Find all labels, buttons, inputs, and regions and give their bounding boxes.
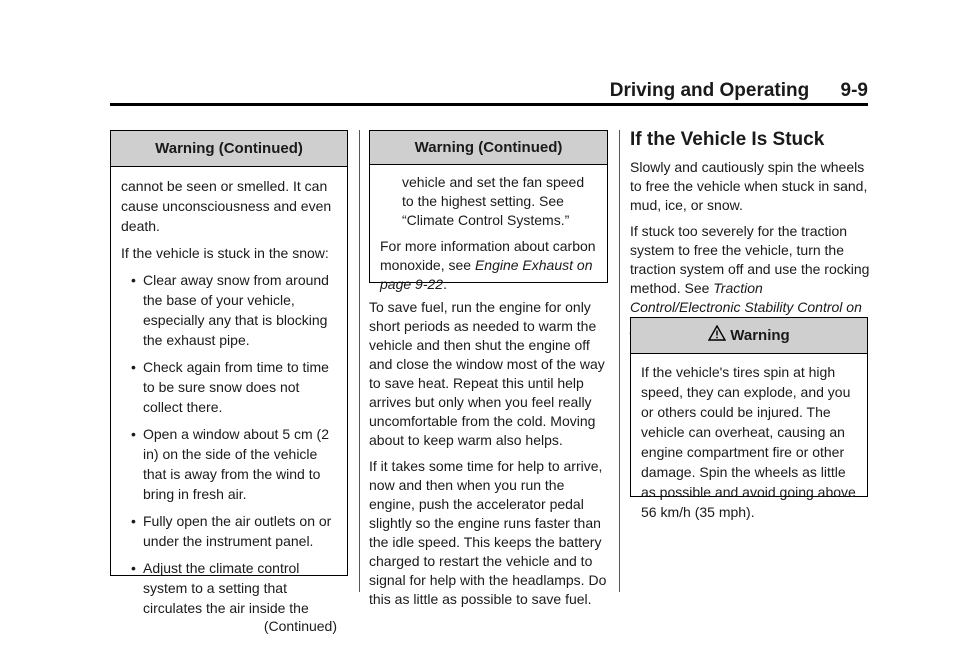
warning-paragraph: For more information about carbon monoxide, see Engine Exhaust on page 9-22. xyxy=(380,238,596,292)
bullet-icon: • xyxy=(131,513,136,529)
section-title: Driving and Operating xyxy=(609,80,810,101)
bullet-item: • Fully open the air outlets on or under the instrument panel. xyxy=(131,513,332,549)
header-rule xyxy=(110,103,868,106)
warning-heading-row xyxy=(631,318,867,354)
warning-box-continued-2 xyxy=(369,130,608,292)
warning-paragraph: vehicle and set the fan speed to the highest setting. See “Climate Control Systems.” xyxy=(402,174,585,228)
warning-body xyxy=(370,165,607,294)
warning-box xyxy=(630,317,868,520)
bullet-icon: • xyxy=(131,560,136,576)
page-header xyxy=(610,80,868,102)
warning-box-continued-1 xyxy=(110,130,348,634)
cross-reference: Engine Exhaust on page 9-22 xyxy=(380,257,593,292)
bullet-icon: • xyxy=(131,426,136,442)
warning-triangle-icon xyxy=(708,325,726,346)
column-2-text xyxy=(369,298,611,616)
page-number: 9-9 xyxy=(840,80,868,101)
cross-reference: Traction Control/Electronic Stability Control on xyxy=(630,280,862,315)
bullet-item: • Check again from time to time to be sure snow does not collect there. xyxy=(131,359,329,415)
continued-label: (Continued) xyxy=(263,618,337,634)
body-paragraph: Slowly and cautiously spin the wheels to free the vehicle when stuck in sand, mud, ice, or snow. xyxy=(630,159,868,213)
bullet-item: • Open a window about 5 cm (2 in) on the side of the vehicle that is away from the wind to bring in fresh air. xyxy=(131,426,329,502)
bullet-icon: • xyxy=(131,272,136,288)
body-paragraph: If it takes some time for help to arrive, now and then when you run the engine, push the accelerator pedal slightly so the engine runs faster than the idle speed. This keeps the battery charged to restart the vehicle and to signal for help with the headlamps. Do this as little as possible to save fuel. xyxy=(369,458,607,607)
bullet-item: • Adjust the climate control system to a setting that circulates the air inside the xyxy=(131,560,309,616)
column-divider xyxy=(619,130,620,592)
warning-paragraph: If the vehicle's tires spin at high speed, they can explode, and you or others could be injured. The vehicle can overheat, causing an engine compartment fire or other damage. Spin the wheels as little as possible and avoid going above 56 km/h (35 mph). xyxy=(641,364,856,520)
warning-body xyxy=(111,167,347,636)
body-paragraph: If stuck too severely for the traction system to free the vehicle, turn the traction system off and use the rocking method. See Traction Control/Electronic Stability Control on xyxy=(630,222,870,336)
warning-paragraph: cannot be seen or smelled. It can cause unconsciousness and even death. xyxy=(121,178,332,234)
bullet-icon: • xyxy=(131,359,136,375)
body-paragraph: To save fuel, run the engine for only short periods as needed to warm the vehicle and then shut the engine off and close the window most of the way to save heat. Repeat this until help arrives but only when you feel really uncomfortable from the cold. Moving about to keep warm also helps. xyxy=(369,299,605,448)
warning-heading: Warning xyxy=(730,327,790,344)
warning-heading: Warning (Continued) xyxy=(111,131,347,167)
warning-heading: Warning (Continued) xyxy=(370,131,607,165)
bullet-item: • Clear away snow from around the base of your vehicle, especially any that is blocking the exhaust pipe. xyxy=(131,272,329,348)
warning-paragraph: If the vehicle is stuck in the snow: xyxy=(121,245,329,261)
column-3-text xyxy=(630,130,870,343)
section-heading: If the Vehicle Is Stuck xyxy=(630,129,825,150)
column-divider xyxy=(359,130,360,592)
warning-body xyxy=(631,354,867,522)
